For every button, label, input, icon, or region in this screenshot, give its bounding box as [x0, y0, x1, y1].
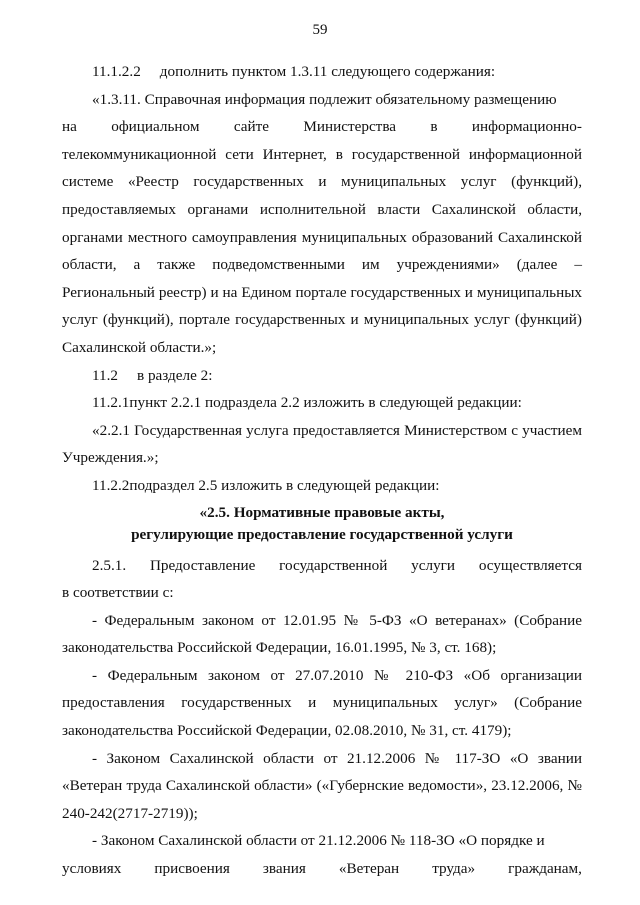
paragraph-1-3-11-line-2 [62, 113, 582, 141]
word: официальном [111, 118, 200, 136]
paragraph-2-5-1-line-1 [62, 552, 582, 580]
list-item-federal-law-210-fz: - Федеральным законом от 27.07.2010 № 210-ФЗ «Об организации предоставления государственных и муниципальных услуг» (Собрание законодательства Российской Федерации, 02.08.2010, № 31, ст. 4179); [62, 666, 582, 740]
word: звания [262, 860, 306, 878]
paragraph-11-2-2: 11.2.2подраздел 2.5 изложить в следующей редакции: [92, 476, 440, 494]
list-item-118-zo-line-2 [62, 855, 582, 883]
list-item-sakhalin-law-117-zo: - Законом Сахалинской области от 21.12.2006 № 117-ЗО «О звании «Ветеран труда Сахалинской области» («Губернские ведомости», 23.12.2006, № 240-242(2717-2719)); [62, 749, 582, 822]
paragraph-2-2-1: «2.2.1 Государственная услуга предоставляется Министерством с участием Учреждения.»; [62, 421, 582, 467]
document-body [62, 58, 582, 883]
word: услуги [411, 556, 456, 574]
paragraph-1-3-11-line-1: «1.3.11. Справочная информация подлежит обязательному размещению [92, 90, 557, 108]
word: гражданам, [508, 860, 582, 878]
word: сайте [233, 118, 269, 136]
word: в [430, 118, 438, 136]
word: государственной [279, 556, 388, 574]
page-number: 59 [312, 22, 328, 38]
list-item-118-zo-line-1: - Законом Сахалинской области от 21.12.2006 № 118-ЗО «О порядке и [92, 832, 545, 850]
paragraph-2-5-1 [62, 552, 582, 607]
list-item-sakhalin-law-118-zo [62, 827, 582, 882]
word: информационно- [471, 118, 582, 136]
word: труда» [432, 860, 476, 878]
word: осуществляется [478, 556, 582, 574]
word: Предоставление [149, 556, 256, 574]
word: Министерства [303, 118, 397, 136]
word: на [62, 118, 77, 136]
paragraph-1-3-11 [62, 86, 582, 362]
paragraph-11-2-1: 11.2.1пункт 2.2.1 подраздела 2.2 изложить в следующей редакции: [92, 394, 522, 412]
word: условиях [62, 860, 122, 878]
paragraph-2-5-1-rest: в соответствии с: [62, 584, 174, 602]
word: присвоения [154, 860, 230, 878]
section-heading-line-2: регулирующие предоставление государственной услуги [131, 525, 513, 543]
word: 2.5.1. [92, 556, 127, 574]
list-item-federal-law-5-fz: - Федеральным законом от 12.01.95 № 5-ФЗ «О ветеранах» (Собрание законодательства Российской Федерации, 16.01.1995, № 3, ст. 168); [62, 611, 582, 657]
paragraph-1-3-11-rest: телекоммуникационной сети Интернет, в государственной информационной системе «Реестр государственных и муниципальных услуг (функций), предоставляемых органами исполнительной власти Сахалинской области, органами местного самоуправления муниципальных образований Сахалинской области, а также подведомственными им учреждениями» (далее – Региональный реестр) и на Едином портале государственных и муниципальных услуг (функций), портале государственных и муниципальных услуг (функций) Сахалинской области.»; [62, 145, 582, 356]
word: «Ветеран [338, 860, 400, 878]
paragraph-11-1-2-2: 11.1.2.2 дополнить пунктом 1.3.11 следующего содержания: [92, 63, 496, 80]
section-heading-line-1: «2.5. Нормативные правовые акты, [199, 503, 445, 521]
paragraph-11-2: 11.2 в разделе 2: [92, 366, 213, 384]
section-heading-2-5 [62, 502, 582, 546]
